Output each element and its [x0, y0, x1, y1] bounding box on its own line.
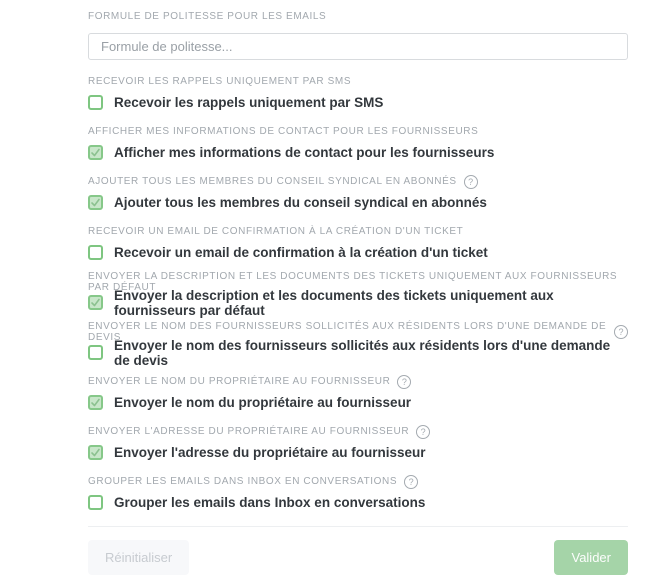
checkbox-row[interactable]	[88, 444, 628, 461]
setting-section	[88, 125, 628, 161]
setting-label: GROUPER LES EMAILS DANS INBOX EN CONVERSATIONS	[88, 476, 398, 487]
setting-section	[88, 225, 628, 261]
checkbox-label: Grouper les emails dans Inbox en conversations	[114, 495, 426, 510]
checkbox[interactable]	[88, 145, 103, 160]
setting-head	[88, 475, 628, 488]
checkbox-row[interactable]	[88, 194, 628, 211]
checkbox[interactable]	[88, 495, 103, 510]
help-icon[interactable]: ?	[614, 325, 628, 339]
help-icon[interactable]: ?	[404, 475, 418, 489]
politeness-formula-field-group	[88, 8, 628, 60]
divider	[88, 526, 628, 527]
checkmark-icon	[90, 147, 101, 158]
politeness-formula-input[interactable]	[88, 33, 628, 60]
setting-head	[88, 225, 628, 238]
checkbox[interactable]	[88, 245, 103, 260]
checkbox-row[interactable]	[88, 144, 628, 161]
settings-list	[88, 75, 628, 511]
setting-section	[88, 375, 628, 411]
setting-section	[88, 270, 628, 318]
setting-label: ENVOYER LE NOM DES FOURNISSEURS SOLLICITÉS AUX RÉSIDENTS LORS D'UNE DEMANDE DE DEVIS	[88, 320, 607, 343]
setting-head	[88, 75, 628, 88]
checkbox-label: Recevoir un email de confirmation à la création d'un ticket	[114, 245, 488, 260]
checkbox[interactable]	[88, 445, 103, 460]
setting-section	[88, 320, 628, 368]
setting-head	[88, 125, 628, 138]
setting-section	[88, 425, 628, 461]
checkbox-label: Ajouter tous les membres du conseil syndical en abonnés	[114, 195, 487, 210]
help-icon[interactable]: ?	[416, 425, 430, 439]
checkbox[interactable]	[88, 195, 103, 210]
checkbox-label: Envoyer le nom des fournisseurs sollicités aux résidents lors d'une demande de devis	[114, 337, 611, 368]
setting-label: ENVOYER L'ADRESSE DU PROPRIÉTAIRE AU FOURNISSEUR	[88, 426, 410, 437]
checkmark-icon	[90, 197, 101, 208]
checkbox[interactable]	[88, 295, 103, 310]
setting-label: ENVOYER LA DESCRIPTION ET LES DOCUMENTS DES TICKETS UNIQUEMENT AUX FOURNISSEURS PAR DÉFAUT	[88, 270, 618, 293]
checkmark-icon	[90, 397, 101, 408]
setting-head	[88, 270, 628, 293]
setting-head	[88, 425, 628, 438]
help-icon[interactable]: ?	[464, 175, 478, 189]
checkbox[interactable]	[88, 395, 103, 410]
setting-label: AFFICHER MES INFORMATIONS DE CONTACT POUR LES FOURNISSEURS	[88, 126, 479, 137]
setting-label: RECEVOIR UN EMAIL DE CONFIRMATION À LA CRÉATION D'UN TICKET	[88, 226, 464, 237]
checkbox-row[interactable]	[88, 94, 628, 111]
setting-label: ENVOYER LE NOM DU PROPRIÉTAIRE AU FOURNISSEUR	[88, 376, 391, 387]
reset-button[interactable]: Réinitialiser	[88, 540, 189, 575]
email-settings-form	[88, 0, 628, 575]
checkbox-row[interactable]	[88, 337, 628, 368]
checkbox-label: Envoyer l'adresse du propriétaire au fournisseur	[114, 445, 426, 460]
setting-section	[88, 475, 628, 511]
checkbox-row[interactable]	[88, 394, 628, 411]
setting-section	[88, 175, 628, 211]
checkbox[interactable]	[88, 95, 103, 110]
politeness-formula-label: FORMULE DE POLITESSE POUR LES EMAILS	[88, 11, 327, 23]
checkbox-label: Envoyer le nom du propriétaire au fournisseur	[114, 395, 412, 410]
help-icon[interactable]: ?	[397, 375, 411, 389]
setting-head	[88, 320, 628, 343]
checkbox-row[interactable]	[88, 287, 628, 318]
setting-label: AJOUTER TOUS LES MEMBRES DU CONSEIL SYNDICAL EN ABONNÉS	[88, 176, 457, 187]
checkbox[interactable]	[88, 345, 103, 360]
submit-button[interactable]: Valider	[554, 540, 628, 575]
checkmark-icon	[90, 447, 101, 458]
button-row	[88, 540, 628, 575]
setting-label: RECEVOIR LES RAPPELS UNIQUEMENT PAR SMS	[88, 76, 352, 87]
checkbox-label: Recevoir les rappels uniquement par SMS	[114, 95, 384, 110]
checkbox-label: Afficher mes informations de contact pour les fournisseurs	[114, 145, 495, 160]
checkbox-row[interactable]	[88, 244, 628, 261]
setting-head	[88, 175, 628, 188]
checkbox-row[interactable]	[88, 494, 628, 511]
setting-head	[88, 375, 628, 388]
checkmark-icon	[90, 297, 101, 308]
setting-section	[88, 75, 628, 111]
checkbox-label: Envoyer la description et les documents des tickets uniquement aux fournisseurs par défaut	[114, 287, 554, 318]
